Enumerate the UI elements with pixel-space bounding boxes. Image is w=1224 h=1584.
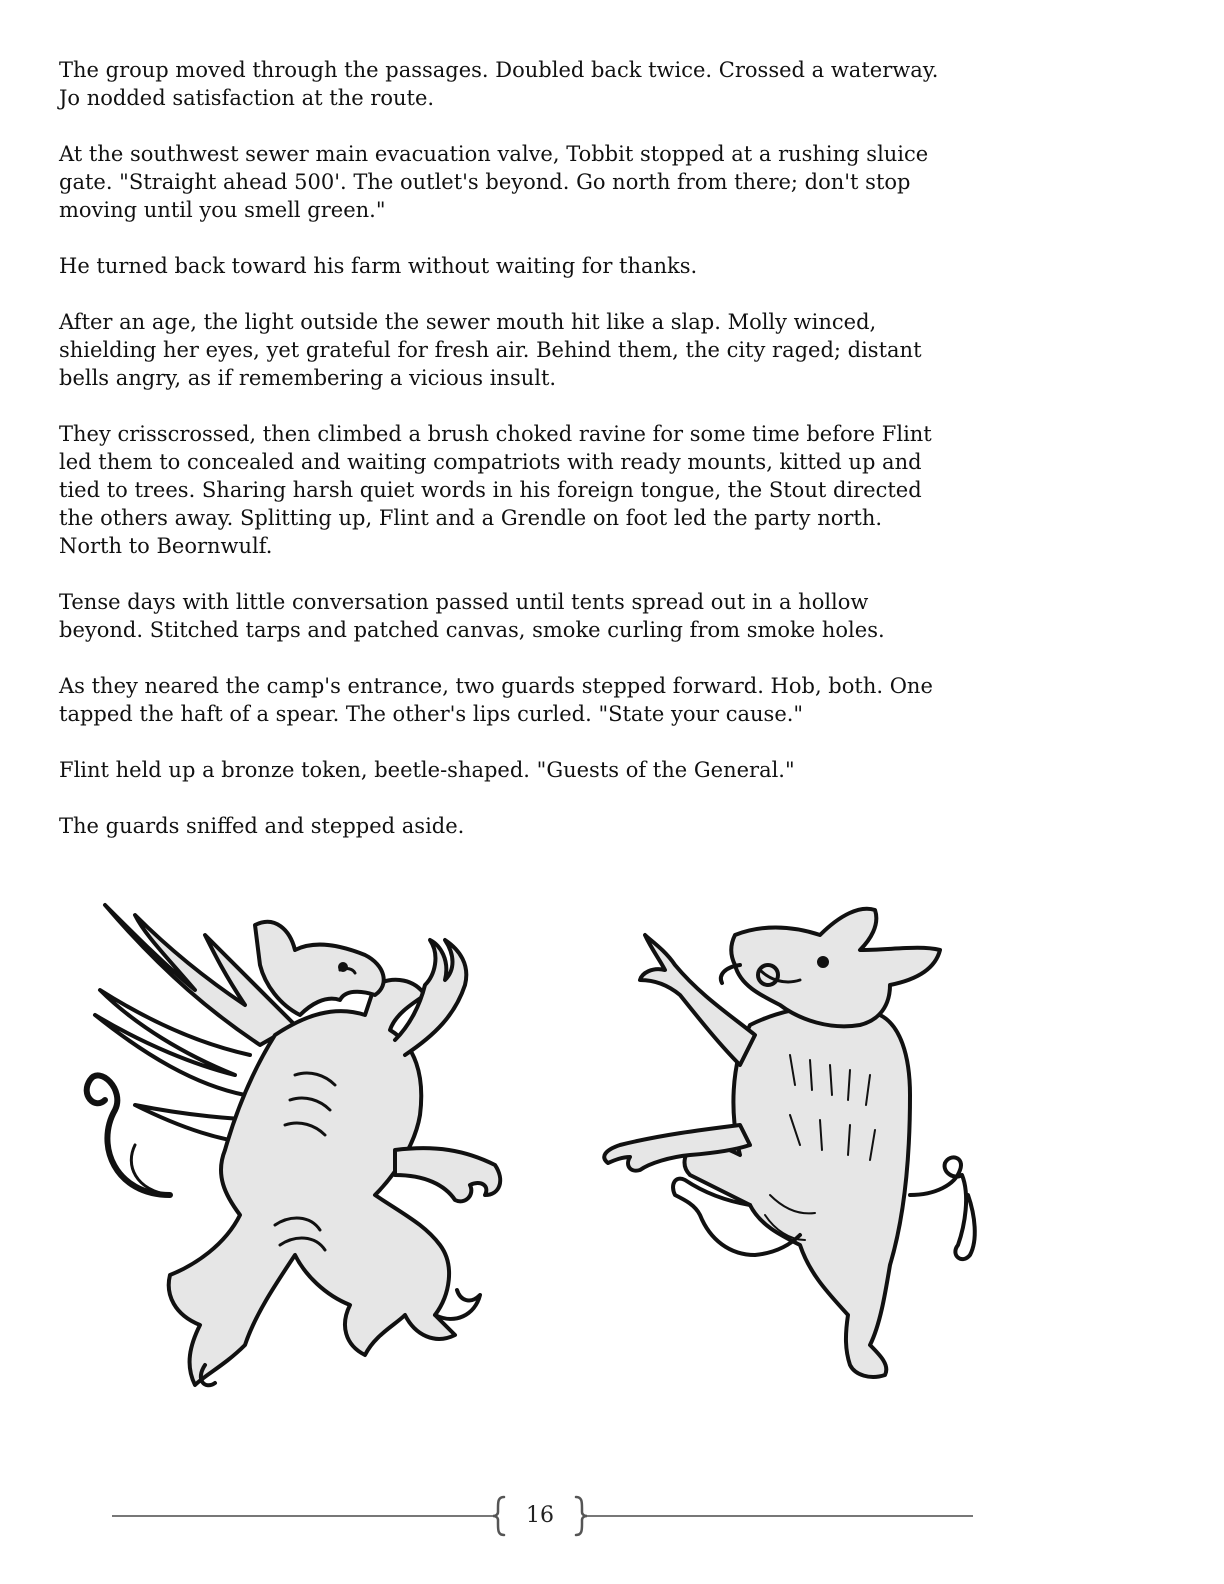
paragraph: The group moved through the passages. Doubled back twice. Crossed a waterway. Jo nodded satisfaction at the route.: [59, 58, 939, 110]
paragraph: At the southwest sewer main evacuation valve, Tobbit stopped at a rushing sluice gate. "Straight ahead 500'. The outlet's beyond. Go north from there; don't stop moving until you smell green.": [59, 142, 929, 222]
footer-rule-right: [585, 1515, 973, 1517]
boar-illustration: [590, 895, 990, 1390]
paragraph: Tense days with little conversation passed until tents spread out in a hollow beyond. Stitched tarps and patched canvas, smoke curling from smoke holes.: [59, 590, 885, 642]
paragraph: As they neared the camp's entrance, two guards stepped forward. Hob, both. One tapped the haft of a spear. The other's lips curled. "State your cause.": [59, 674, 933, 726]
paragraph: The guards sniffed and stepped aside.: [59, 814, 465, 838]
page-number: 16: [526, 1503, 554, 1528]
body-text: [59, 56, 1059, 868]
paragraph: He turned back toward his farm without waiting for thanks.: [59, 254, 698, 278]
paragraph: They crisscrossed, then climbed a brush choked ravine for some time before Flint led them to concealed and waiting compatriots with ready mounts, kitted up and tied to trees. Sharing harsh quiet words in his foreign tongue, the Stout directed the others away. Splitting up, Flint and a Grendle on foot led the party north. North to Beornwulf.: [59, 422, 932, 558]
paragraph: After an age, the light outside the sewer mouth hit like a slap. Molly winced, shielding her eyes, yet grateful for fresh air. Behind them, the city raged; distant bells angry, as if remembering a vicious insult.: [59, 310, 922, 390]
page-number-frame: [490, 1494, 590, 1538]
griffin-illustration: [75, 895, 515, 1390]
paragraph: Flint held up a bronze token, beetle-shaped. "Guests of the General.": [59, 758, 795, 782]
footer-rule-left: [112, 1515, 496, 1517]
